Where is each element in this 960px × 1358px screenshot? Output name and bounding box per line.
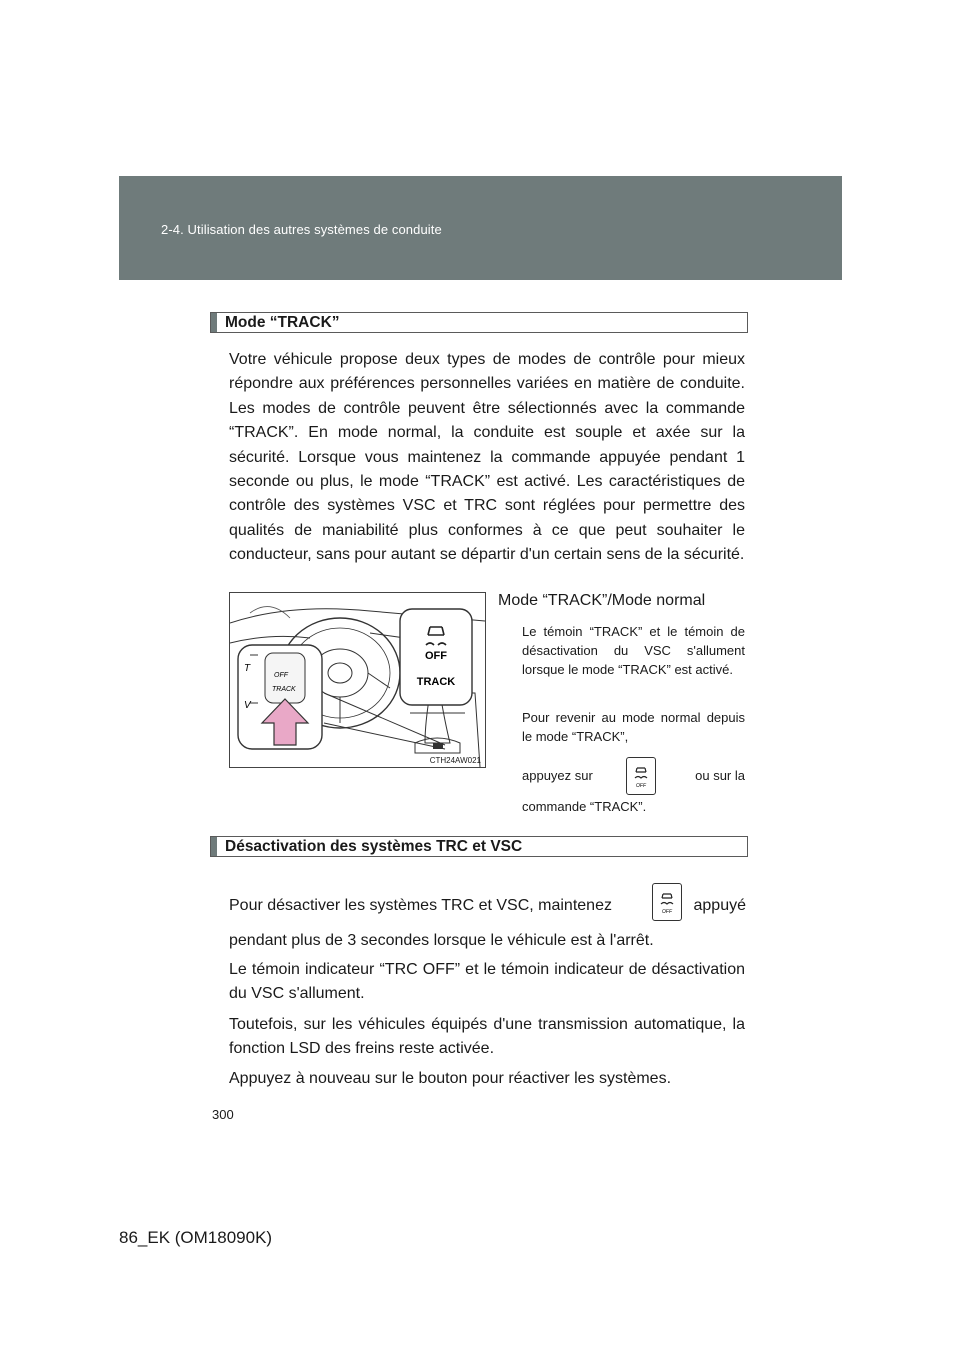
switch-off-label: OFF (425, 650, 447, 662)
section-title: Désactivation des systèmes TRC et VSC (225, 838, 523, 855)
off-para-2: Le témoin indicateur “TRC OFF” et le témoin indicateur de désactivation du VSC s'allument. (229, 961, 745, 1003)
chapter-title: 2-4. Utilisation des autres systèmes de conduite (161, 222, 442, 237)
side-notes-heading: Mode “TRACK”/Mode normal (498, 592, 706, 609)
switch-track-label: TRACK (416, 676, 456, 688)
section-title: Mode “TRACK” (225, 314, 340, 331)
off-para-1c: pendant plus de 3 secondes lorsque le véhicule est à l'arrêt. (229, 932, 654, 949)
vsc-off-button-icon (626, 757, 656, 795)
side-note-2-or: ou sur la (695, 768, 745, 783)
page-number: 300 (212, 1107, 234, 1122)
section-title-bar-track (210, 312, 748, 333)
svg-text:T: T (244, 663, 251, 674)
off-para-4: Appuyez à nouveau sur le bouton pour réactiver les systèmes. (229, 1070, 672, 1087)
dashboard-drawing (230, 593, 485, 767)
dashboard-illustration (229, 592, 486, 768)
svg-text:V: V (244, 700, 251, 711)
svg-text:TRACK: TRACK (272, 686, 296, 693)
side-note-2-command: commande “TRACK”. (522, 799, 647, 814)
section-title-bar-off (210, 836, 748, 857)
side-note-2: Pour revenir au mode normal depuis le mode “TRACK”, (522, 710, 745, 744)
track-description: Votre véhicule propose deux types de modes de contrôle pour mieux répondre aux préférences personnelles variées en matière de conduite. Les modes de contrôle peuvent être sélectionnés avec la commande “TRACK”. En mode normal, la conduite est souple et axée sur la sécurité. Lorsque vous maintenez la commande appuyée pendant 1 seconde ou plus, le mode “TRACK” est activé. Les caractéristiques de contrôle des systèmes VSC et TRC sont réglées pour permettre des qualités de maniabilité plus conformes à ce que peut souhaiter le conducteur, sans pour autant se départir d'un certain sens de la sécurité. (229, 351, 745, 564)
off-para-1a: Pour désactiver les systèmes TRC et VSC, maintenez (229, 897, 612, 914)
vsc-off-button-icon (652, 883, 682, 921)
side-note-2-press: appuyez sur (522, 768, 593, 783)
illustration-code: CTH24AW021 (429, 756, 481, 765)
side-note-1: Le témoin “TRACK” et le témoin de désactivation du VSC s'allument lorsque le mode “TRACK” est activé. (522, 624, 745, 677)
svg-text:OFF: OFF (274, 672, 288, 679)
document-code: 86_EK (OM18090K) (119, 1228, 273, 1247)
svg-text:OFF: OFF (636, 783, 646, 789)
off-para-3: Toutefois, sur les véhicules équipés d'une transmission automatique, la fonction LSD des freins reste activée. (229, 1016, 745, 1058)
off-para-1b: appuyé (693, 897, 746, 914)
svg-text:OFF: OFF (662, 909, 672, 915)
chapter-header (119, 176, 842, 280)
